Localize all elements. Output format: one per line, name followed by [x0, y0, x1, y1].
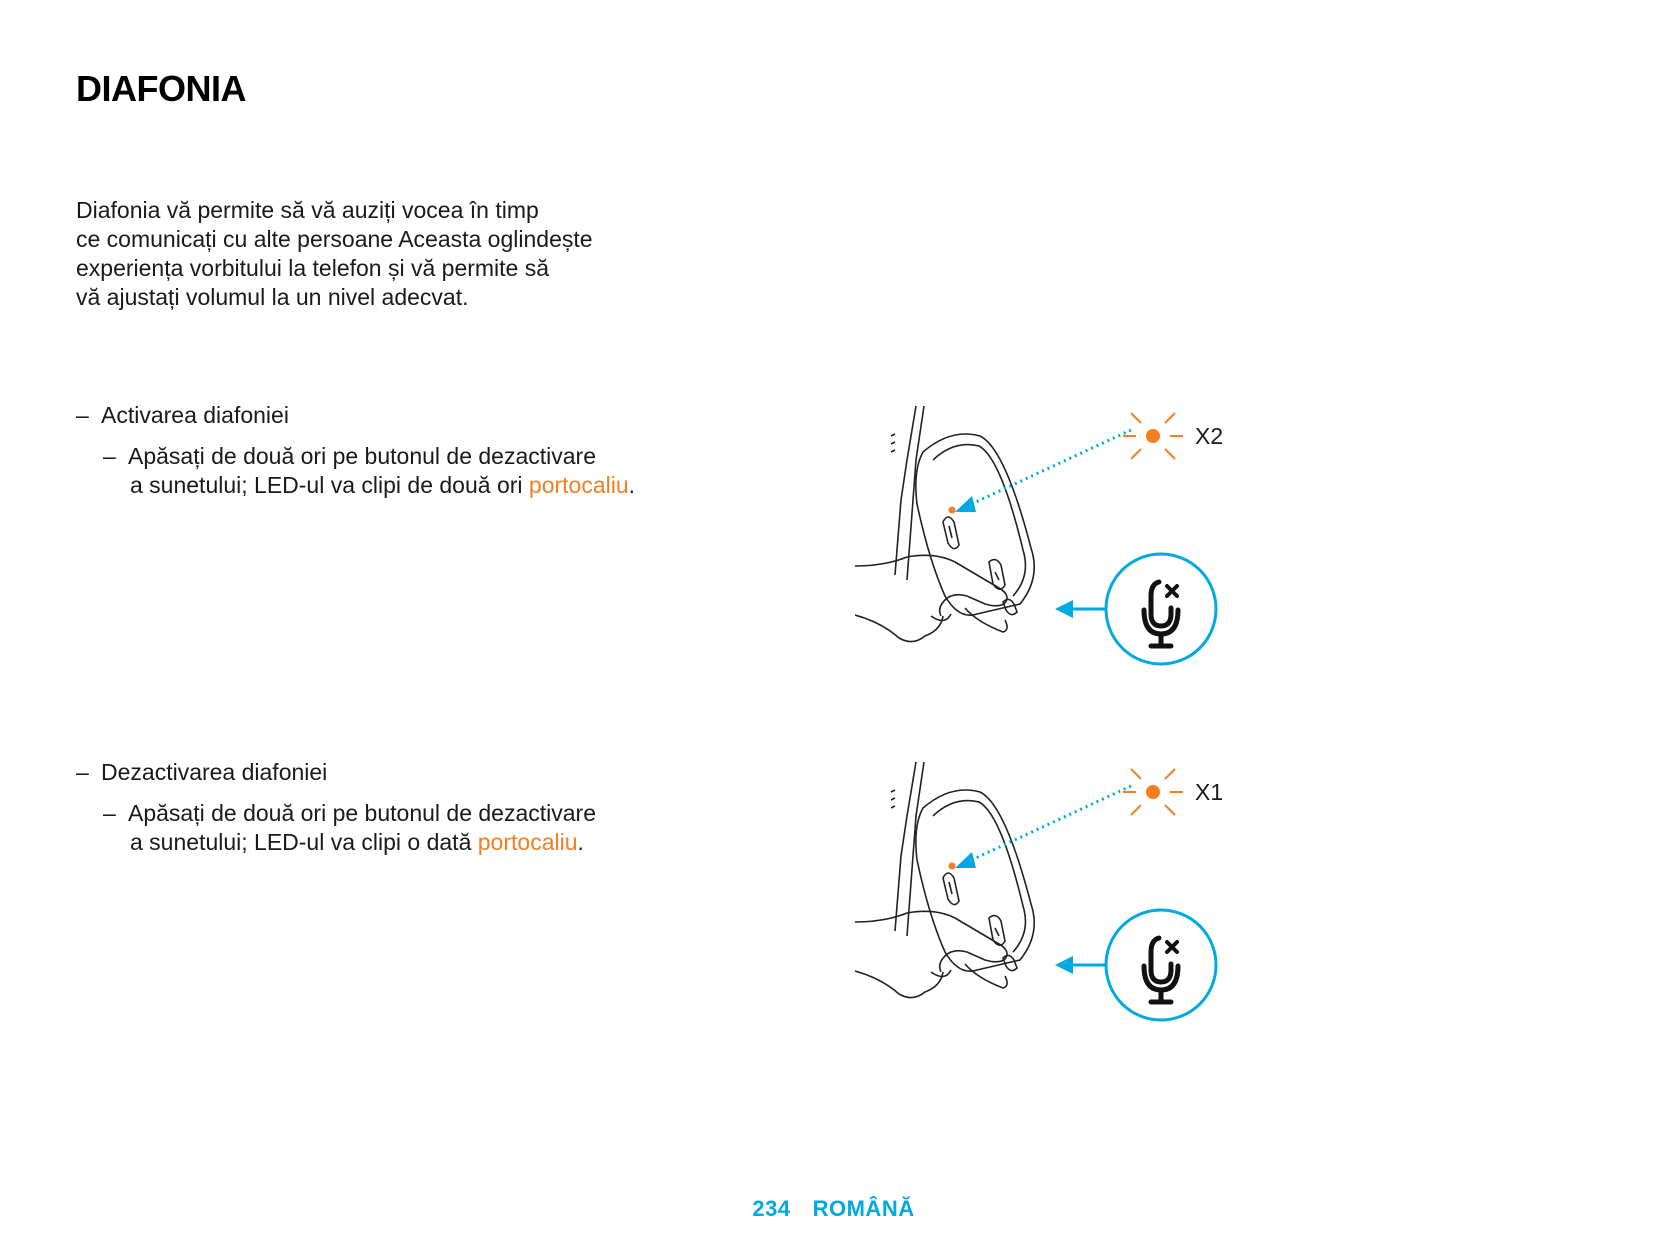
- hand-pressing-icon: [855, 911, 1007, 997]
- step-line-2: [103, 828, 596, 857]
- section-heading-enable: [76, 401, 289, 430]
- step-text: a sunetului; LED-ul va clipi de două ori: [130, 472, 529, 498]
- hand-pressing-icon: [855, 555, 1007, 641]
- illustration-enable: [855, 400, 1255, 670]
- pointer-arrowhead: [955, 852, 976, 868]
- button-pointer-arrowhead: [1055, 600, 1073, 618]
- step-suffix: .: [628, 472, 636, 498]
- section-heading-text: Activarea diafoniei: [101, 402, 289, 428]
- intro-paragraph: [76, 196, 696, 312]
- step-disable: [103, 799, 596, 857]
- color-word: portocaliu: [528, 472, 629, 498]
- section-heading-text: Dezactivarea diafoniei: [101, 759, 328, 785]
- dotted-pointer-line: [965, 430, 1131, 507]
- footer-language: ROMÂNĂ: [812, 1196, 915, 1221]
- page-title: DIAFONIA: [76, 68, 246, 109]
- step-text: Apăsați de două ori pe butonul de dezactivare: [128, 800, 596, 826]
- page-footer: [0, 1196, 1667, 1222]
- led-blink-icon: [1123, 413, 1183, 459]
- bullet-dash: –: [103, 800, 116, 826]
- step-enable: [103, 442, 635, 500]
- step-suffix: .: [577, 829, 584, 855]
- led-indicator: [949, 507, 956, 514]
- bullet-dash: –: [76, 759, 89, 785]
- led-blink-icon: [1123, 769, 1183, 815]
- step-line-1: [103, 799, 596, 828]
- pointer-arrowhead: [955, 496, 976, 512]
- bullet-dash: –: [103, 443, 116, 469]
- button-pointer-arrowhead: [1055, 956, 1073, 974]
- blink-count-label: X2: [1195, 423, 1224, 449]
- bullet-dash: –: [76, 402, 89, 428]
- color-word: portocaliu: [477, 829, 578, 855]
- blink-count-label: X1: [1195, 779, 1224, 805]
- step-text: Apăsați de două ori pe butonul de dezactivare: [128, 443, 596, 469]
- led-indicator: [949, 863, 956, 870]
- intro-line: experiența vorbitului la telefon și vă permite să: [76, 255, 550, 281]
- section-heading-disable: [76, 758, 327, 787]
- illustration-disable: [855, 756, 1255, 1026]
- intro-line: vă ajustați volumul la un nivel adecvat.: [76, 284, 469, 310]
- intro-line: Diafonia vă permite să vă auziți vocea în timp: [76, 197, 539, 223]
- dotted-pointer-line: [965, 786, 1131, 863]
- intro-line: ce comunicați cu alte persoane Aceasta oglindește: [76, 226, 593, 252]
- step-text: a sunetului; LED-ul va clipi o dată: [130, 829, 478, 855]
- page-number: 234: [752, 1196, 791, 1221]
- step-line-1: [103, 442, 635, 471]
- step-line-2: [103, 471, 635, 500]
